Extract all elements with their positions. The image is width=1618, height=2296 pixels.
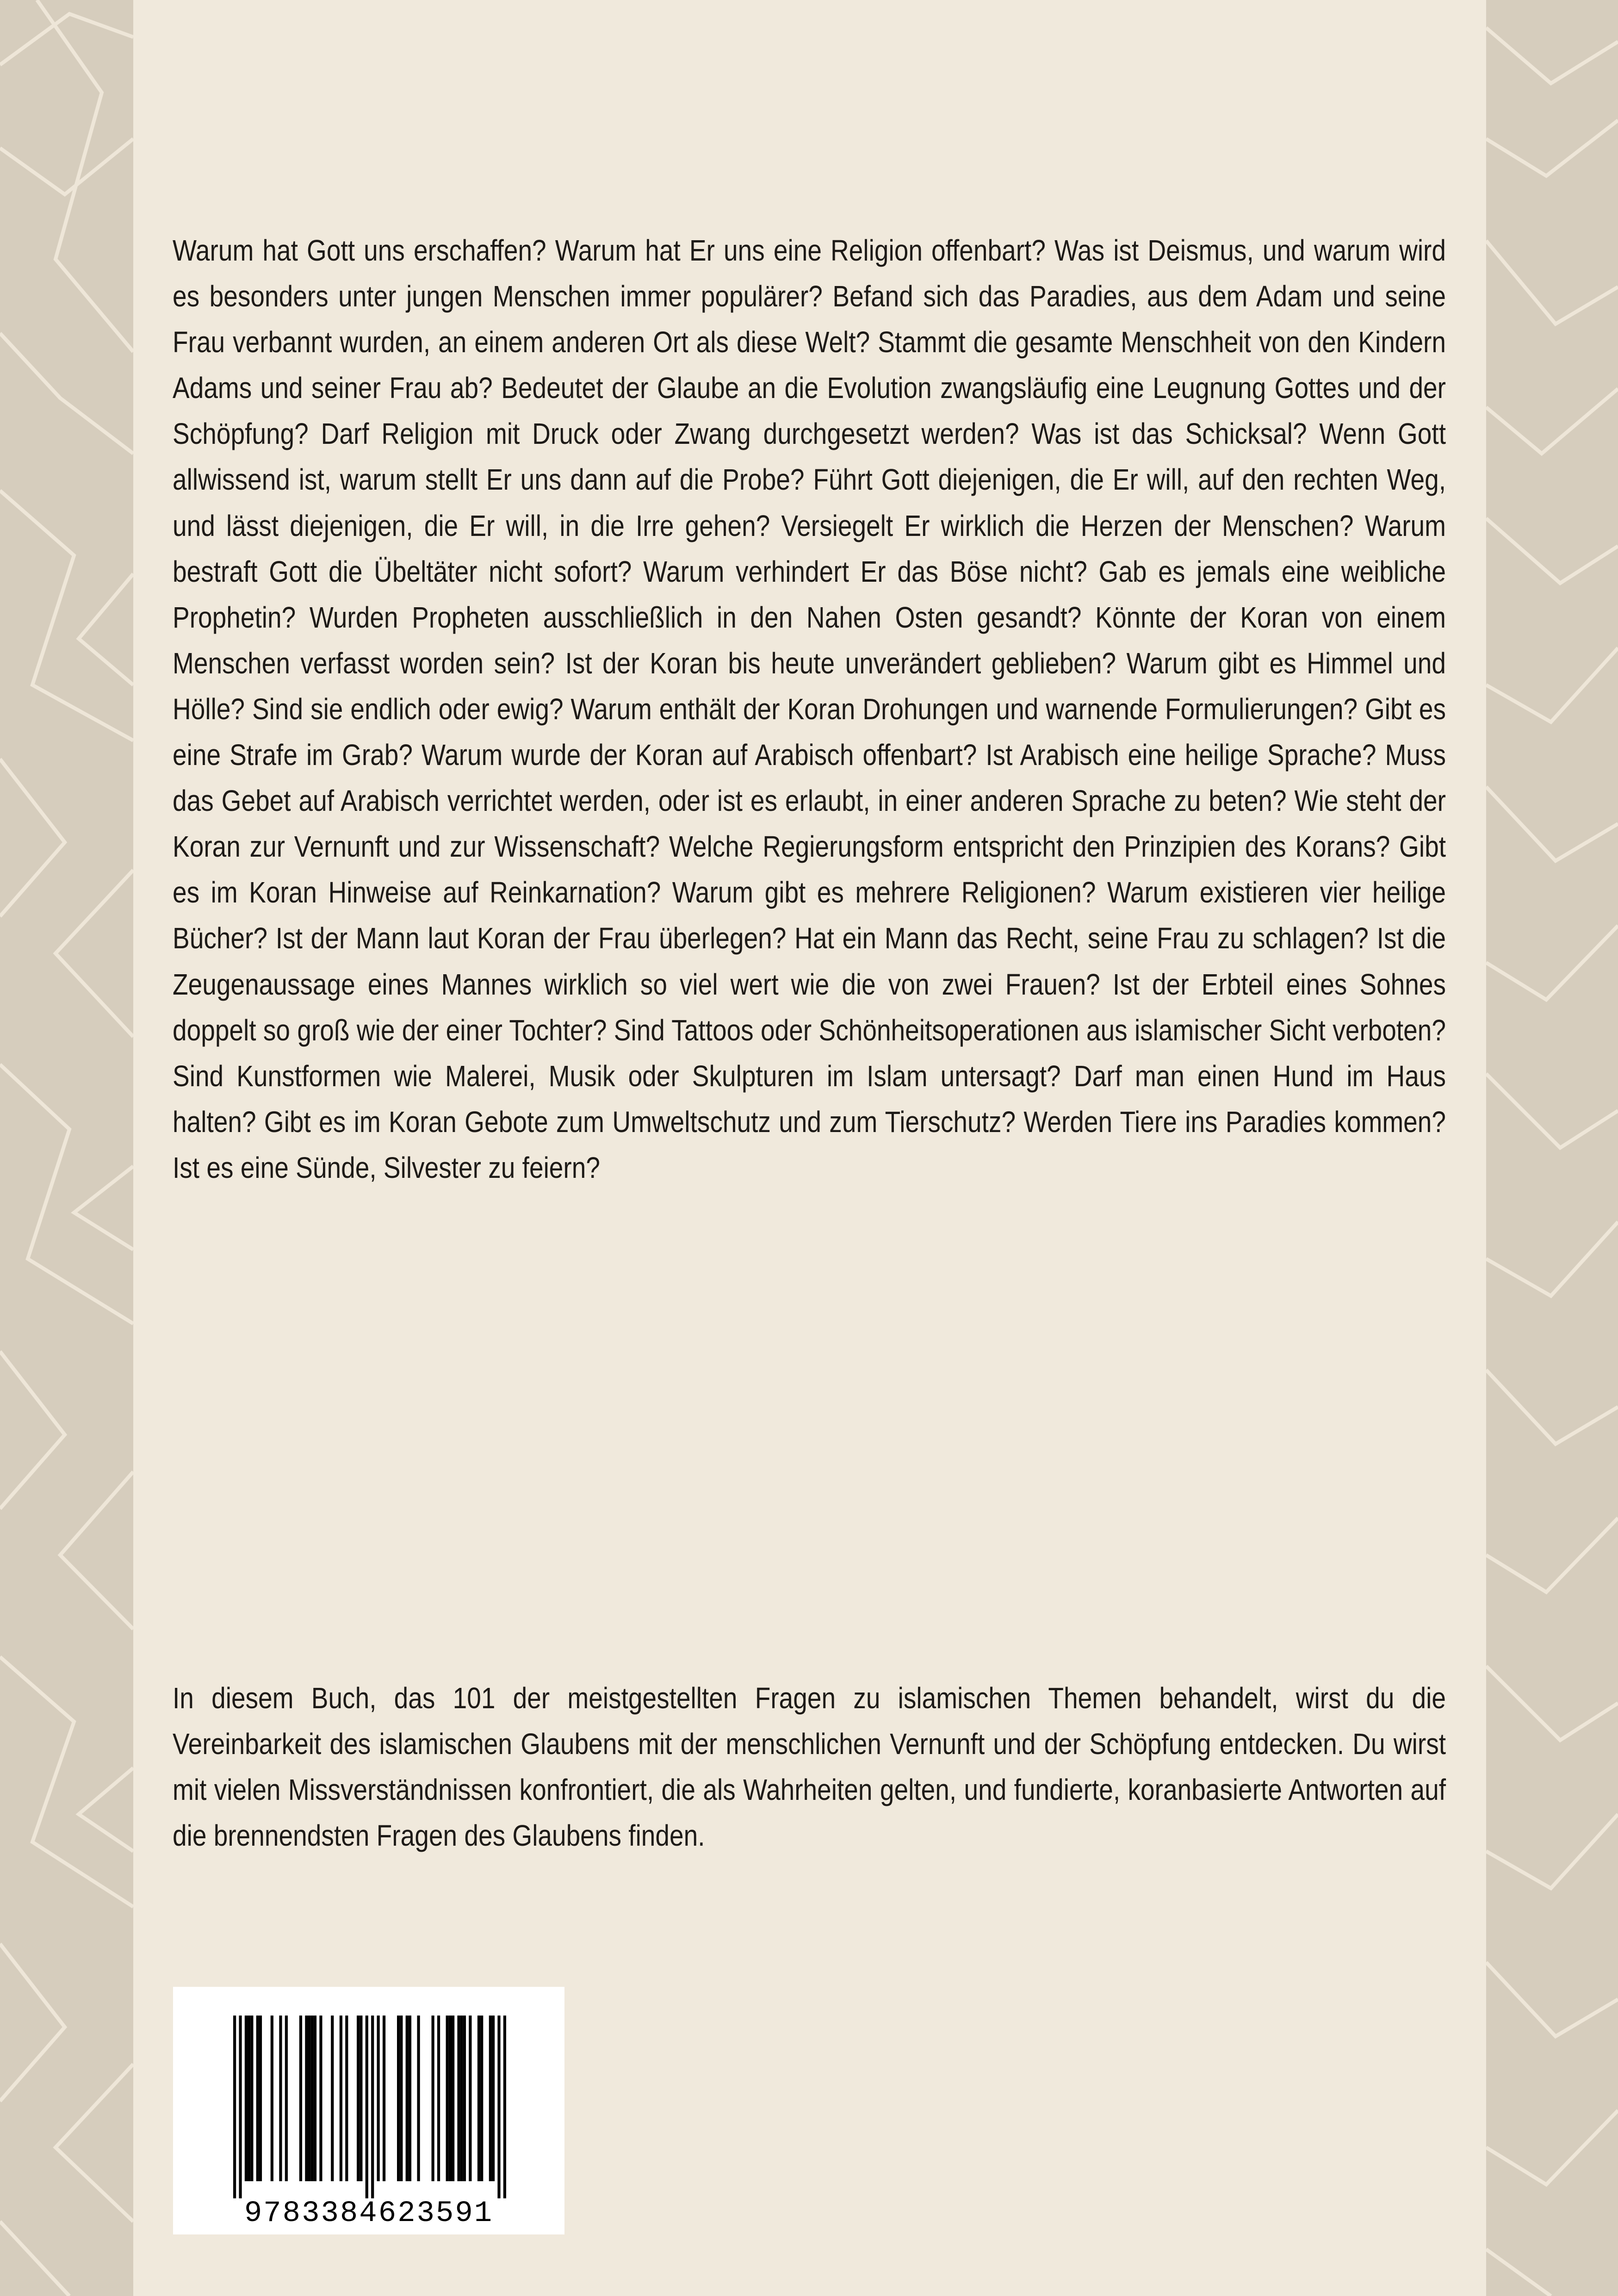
barcode-bar bbox=[377, 2016, 380, 2181]
barcode-bar bbox=[446, 2016, 449, 2181]
barcode-bar bbox=[417, 2016, 420, 2181]
barcode-bar bbox=[279, 2016, 282, 2181]
barcode-bar bbox=[489, 2016, 492, 2181]
barcode-bar bbox=[308, 2016, 310, 2181]
isbn-barcode bbox=[173, 1987, 564, 2234]
barcode-bar bbox=[463, 2016, 466, 2181]
barcode-bar bbox=[469, 2016, 471, 2181]
barcode-bar bbox=[345, 2016, 348, 2181]
barcode-bar bbox=[250, 2016, 253, 2181]
barcode-bar bbox=[497, 2016, 500, 2198]
barcode-bar bbox=[449, 2016, 452, 2181]
barcode-bar bbox=[397, 2016, 400, 2181]
barcode-bar bbox=[311, 2016, 314, 2181]
barcode-bar bbox=[432, 2016, 434, 2181]
barcode-bar bbox=[340, 2016, 342, 2181]
barcode-bar bbox=[437, 2016, 440, 2181]
barcode-bar bbox=[480, 2016, 483, 2181]
barcode-bar bbox=[305, 2016, 308, 2181]
questions-paragraph: Warum hat Gott uns erschaffen? Warum hat Er uns eine Religion offenbart? Was ist Deismus, und warum wird es besonders unter jungen Menschen immer populärer? Befand sich das Paradies, aus dem Adam und seine Frau verbannt wurden, an einem anderen Ort als diese Welt? Stammt die gesamte Menschheit von den Kindern Adams und seiner Frau ab? Bedeutet der Glaube an die Evolution zwangsläufig eine Leugnung Gottes und der Schöpfung? Darf Religion mit Druck oder Zwang durchgesetzt werden? Was ist das Schicksal? Wenn Gott allwissend ist, warum stellt Er uns dann auf die Probe? Führt Gott diejenigen, die Er will, auf den rechten Weg, und lässt diejenigen, die Er will, in die Irre gehen? Versiegelt Er wirklich die Herzen der Menschen? Warum bestraft Gott die Übeltäter nicht sofort? Warum verhindert Er das Böse nicht? Gab es jemals eine weibliche Prophetin? Wurden Propheten ausschließlich in den Nahen Osten gesandt? Könnte der Koran von einem Menschen verfasst worden sein? Ist der Koran bis heute unverändert geblieben? Warum gibt es Himmel und Hölle? Sind sie endlich oder ewig? Warum enthält der Koran Drohungen und warnende Formulierungen? Gibt es eine Strafe im Grab? Warum wurde der Koran auf Arabisch offenbart? Ist Arabisch eine heilige Sprache? Muss das Gebet auf Arabisch verrichtet werden, oder ist es erlaubt, in einer anderen Sprache zu beten? Wie steht der Koran zur Vernunft und zur Wissenschaft? Welche Regierungsform entspricht den Prinzipien des Korans? Gibt es im Koran Hinweise auf Reinkarnation? Warum gibt es mehrere Religionen? Warum existieren vier heilige Bücher? Ist der Mann laut Koran der Frau überlegen? Hat ein Mann das Recht, seine Frau zu schlagen? Ist die Zeugenaussage eines Mannes wirklich so viel wert wie die von zwei Frauen? Ist der Erbteil eines Sohnes doppelt so groß wie der einer Tochter? Sind Tattoos oder Schönheitsoperationen aus islamischer Sicht verboten? Sind Kunstformen wie Malerei, Musik oder Skulpturen im Islam untersagt? Darf man einen Hund im Haus halten? Gibt es im Koran Gebote zum Umweltschutz und zum Tierschutz? Werden Tiere ins Paradies kommen? Ist es eine Sünde, Silvester zu feiern? bbox=[173, 234, 1446, 1184]
barcode-bar bbox=[331, 2016, 334, 2181]
barcode-bar bbox=[457, 2016, 460, 2181]
barcode-bar bbox=[259, 2016, 262, 2181]
barcode-bar bbox=[360, 2016, 362, 2181]
barcode-bar bbox=[248, 2016, 250, 2181]
barcode-bar bbox=[233, 2016, 236, 2198]
barcode-bar bbox=[492, 2016, 495, 2181]
barcode-bar bbox=[357, 2016, 360, 2181]
barcode-bar bbox=[245, 2016, 248, 2181]
barcode-bars bbox=[233, 2016, 506, 2198]
barcode-bar bbox=[503, 2016, 506, 2198]
barcode-bar bbox=[319, 2016, 322, 2181]
left-pattern-band bbox=[0, 0, 133, 2296]
right-geometric-pattern bbox=[1486, 0, 1618, 2296]
barcode-bar bbox=[452, 2016, 454, 2181]
summary-paragraph: In diesem Buch, das 101 der meistgestellten Fragen zu islamischen Themen behandelt, wirst du die Vereinbarkeit des islamischen Glaubens mit der menschlichen Vernunft und der Schöpfung entdecken. Du wirst mit vielen Missverständnissen konfrontiert, die als Wahrheiten gelten, und fundierte, koranbasierte Antworten auf die brennendsten Fragen des Glaubens finden. bbox=[173, 1681, 1446, 1853]
right-pattern-band bbox=[1486, 0, 1618, 2296]
barcode-bar bbox=[371, 2016, 374, 2198]
barcode-bar bbox=[239, 2016, 242, 2198]
isbn-number: 9783384623591 bbox=[244, 2197, 494, 2230]
barcode-bar bbox=[285, 2016, 288, 2181]
barcode-bar bbox=[299, 2016, 302, 2181]
barcode-bar bbox=[460, 2016, 463, 2181]
back-cover-panel bbox=[133, 0, 1486, 2296]
barcode-bar bbox=[383, 2016, 385, 2181]
barcode-bar bbox=[271, 2016, 273, 2181]
barcode-bar bbox=[406, 2016, 409, 2181]
barcode-bar bbox=[400, 2016, 403, 2181]
barcode-bar bbox=[477, 2016, 480, 2181]
left-geometric-pattern bbox=[0, 0, 133, 2296]
barcode-bar bbox=[314, 2016, 316, 2181]
barcode-bar bbox=[366, 2016, 368, 2198]
barcode-bar bbox=[409, 2016, 411, 2181]
barcode-bar bbox=[256, 2016, 259, 2181]
